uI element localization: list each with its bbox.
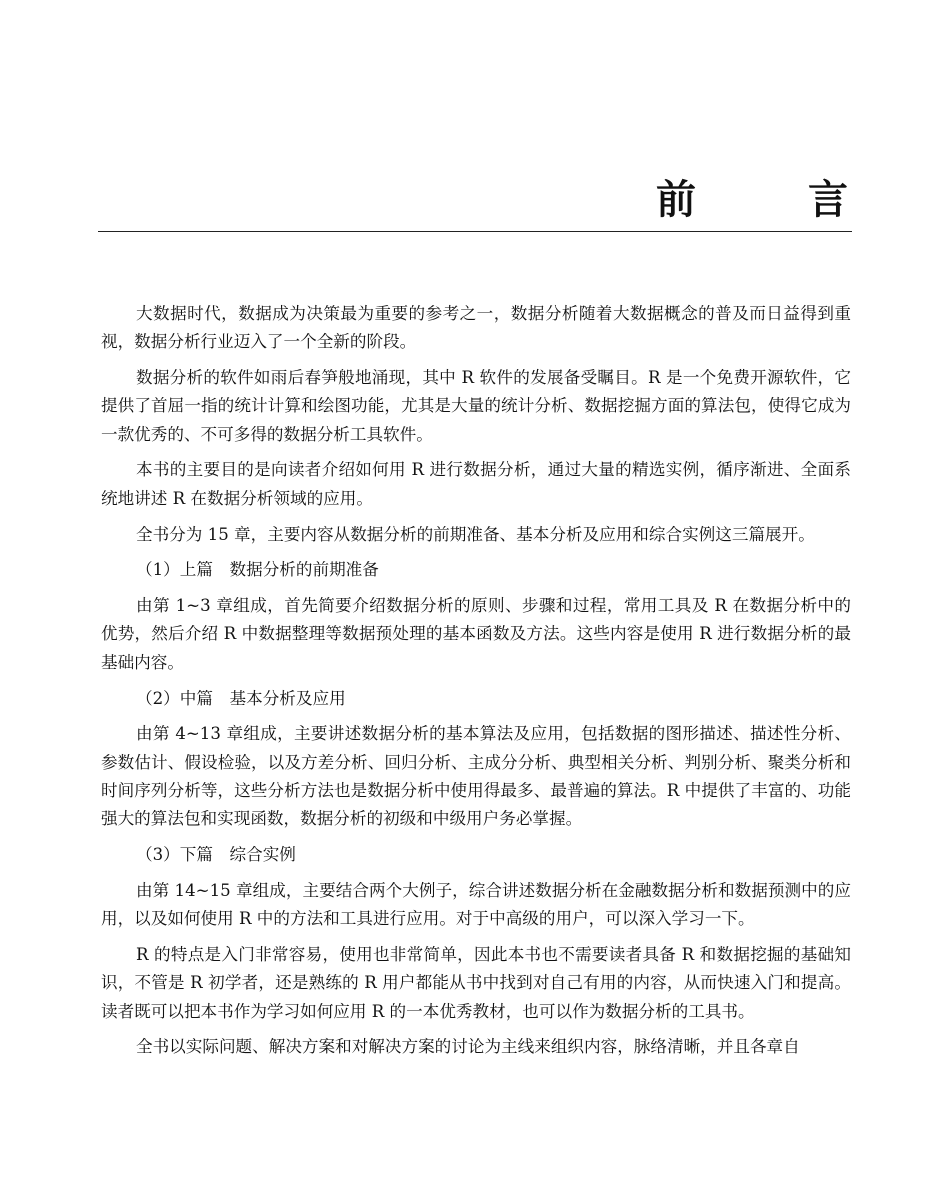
paragraph: 由第 14~15 章组成，主要结合两个大例子，综合讲述数据分析在金融数据分析和数据预测中的应用，以及如何使用 R 中的方法和工具进行应用。对于中高级的用户，可以深入学习一下。 xyxy=(101,880,851,929)
chapter-heading xyxy=(98,170,884,232)
paragraph: 大数据时代，数据成为决策最为重要的参考之一，数据分析随着大数据概念的普及而日益得到重视，数据分析行业迈入了一个全新的阶段。 xyxy=(101,304,851,352)
body-text xyxy=(101,300,851,1069)
title-divider xyxy=(98,231,852,232)
paragraph: 由第 1~3 章组成，首先简要介绍数据分析的原则、步骤和过程，常用工具及 R 在数据分析中的优势，然后介绍 R 中数据整理等数据预处理的基本函数及方法。这些内容是使用 R 进行数据分析的最基础内容。 xyxy=(101,596,851,672)
paragraph: 全书分为 15 章，主要内容从数据分析的前期准备、基本分析及应用和综合实例这三篇展开。 xyxy=(136,524,815,544)
paragraph: 由第 4~13 章组成，主要讲述数据分析的基本算法及应用，包括数据的图形描述、描述性分析、参数估计、假设检验，以及方差分析、回归分析、主成分分析、典型相关分析、判别分析、聚类分析和时间序列分析等，这些分析方法也是数据分析中使用得最多、最普遍的算法。R 中提供了丰富的、功能强大的算法包和实现函数，数据分析的初级和中级用户务必掌握。 xyxy=(101,724,851,829)
page-title: 前 言 xyxy=(656,177,884,223)
section-heading-part-2: （2）中篇 基本分析及应用 xyxy=(136,688,346,708)
paragraph: 本书的主要目的是向读者介绍如何用 R 进行数据分析，通过大量的精选实例，循序渐进、全面系统地讲述 R 在数据分析领域的应用。 xyxy=(101,460,851,508)
section-heading-part-3: （3）下篇 综合实例 xyxy=(136,845,296,865)
paragraph: 全书以实际问题、解决方案和对解决方案的讨论为主线来组织内容，脉络清晰，并且各章自 xyxy=(136,1037,800,1057)
paragraph: R 的特点是入门非常容易，使用也非常简单，因此本书也不需要读者具备 R 和数据挖掘的基础知识，不管是 R 初学者，还是熟练的 R 用户都能从书中找到对自己有用的内容，从而快速入门和提高。读者既可以把本书作为学习如何应用 R 的一本优秀教材，也可以作为数据分析的工具书。 xyxy=(101,944,851,1021)
paragraph: 数据分析的软件如雨后春笋般地涌现，其中 R 软件的发展备受瞩目。R 是一个免费开源软件，它提供了首屈一指的统计计算和绘图功能，尤其是大量的统计分析、数据挖掘方面的算法包，使得它成为一款优秀的、不可多得的数据分析工具软件。 xyxy=(101,368,851,444)
section-heading-part-1: （1）上篇 数据分析的前期准备 xyxy=(136,560,379,580)
